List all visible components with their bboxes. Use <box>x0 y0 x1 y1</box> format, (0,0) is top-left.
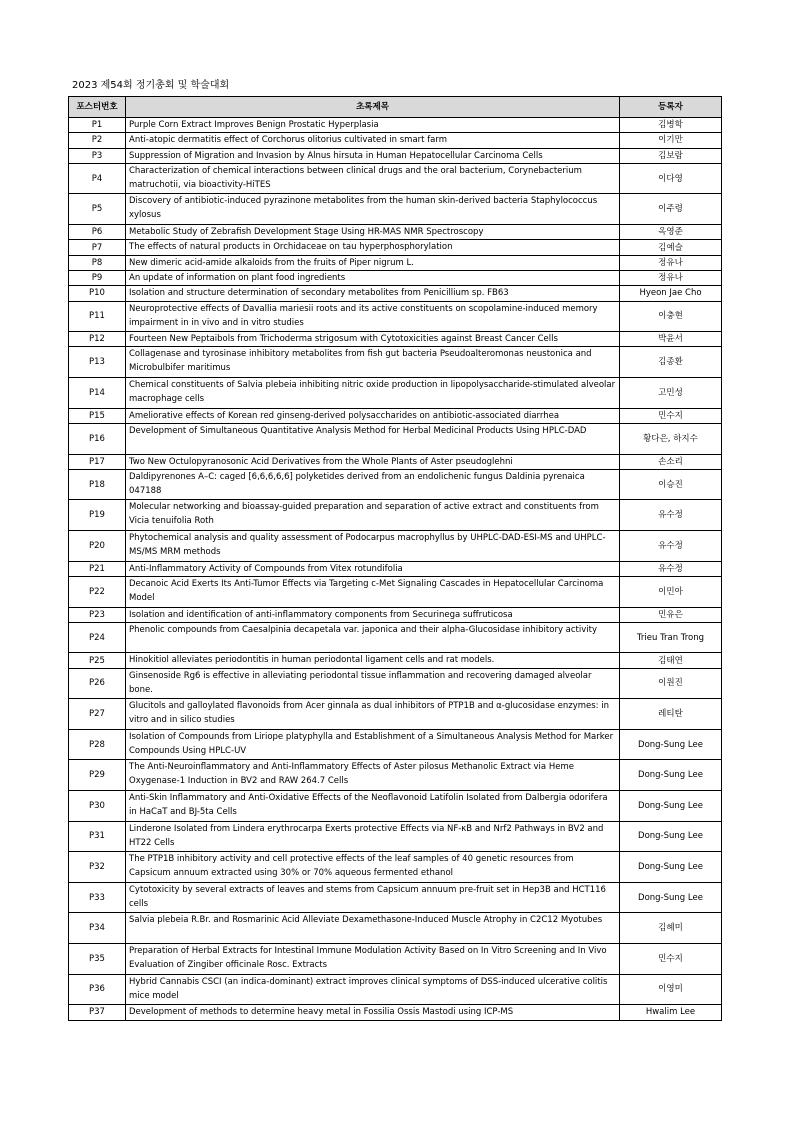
table-row <box>69 286 722 301</box>
poster-number-cell: P7 <box>69 240 126 255</box>
abstract-title-cell: Hinokitiol alleviates periodontitis in human periodontal ligament cells and rat models. <box>126 653 620 668</box>
registrant-cell: Dong-Sung Lee <box>620 729 722 760</box>
poster-number-cell: P18 <box>69 469 126 500</box>
poster-number-cell: P8 <box>69 255 126 270</box>
registrant-cell: Dong-Sung Lee <box>620 821 722 852</box>
poster-number-cell: P9 <box>69 270 126 285</box>
abstract-title-cell: Linderone Isolated from Lindera erythrocarpa Exerts protective Effects via NF-κB and Nrf2 Pathways in BV2 and HT22 Cells <box>126 821 620 852</box>
table-row <box>69 163 722 194</box>
table-row <box>69 668 722 699</box>
registrant-cell: 유수정 <box>620 531 722 562</box>
abstract-title-cell: Anti-atopic dermatitis effect of Corchorus olitorius cultivated in smart farm <box>126 133 620 148</box>
poster-number-cell: P28 <box>69 729 126 760</box>
table-row <box>69 194 722 225</box>
abstract-title-cell: Molecular networking and bioassay-guided preparation and separation of active extract and constituents from Vicia tenuifolia Roth <box>126 500 620 531</box>
registrant-cell: Hyeon Jae Cho <box>620 286 722 301</box>
registrant-cell: 유수정 <box>620 561 722 576</box>
abstract-title-cell: Salvia plebeia R.Br. and Rosmarinic Acid Alleviate Dexamethasone-Induced Muscle Atrophy in C2C12 Myotubes <box>126 913 620 944</box>
abstract-title-cell: Fourteen New Peptaibols from Trichoderma strigosum with Cytotoxicities against Breast Cancer Cells <box>126 332 620 347</box>
abstract-title-cell: Characterization of chemical interactions between clinical drugs and the oral bacterium, Corynebacterium matruchotii, via bioactivity-HiTES <box>126 163 620 194</box>
table-row <box>69 944 722 975</box>
poster-number-cell: P23 <box>69 607 126 622</box>
abstract-title-cell: Daldipyrenones A–C: caged [6,6,6,6,6] polyketides derived from an endolichenic fungus Daldinia pyrenaica 047188 <box>126 469 620 500</box>
table-row <box>69 576 722 607</box>
table-row <box>69 561 722 576</box>
registrant-cell: 이승진 <box>620 469 722 500</box>
poster-number-cell: P21 <box>69 561 126 576</box>
poster-number-cell: P1 <box>69 118 126 133</box>
abstract-title-cell: Suppression of Migration and Invasion by Alnus hirsuta in Human Hepatocellular Carcinoma Cells <box>126 148 620 163</box>
registrant-cell: 이민아 <box>620 576 722 607</box>
column-header-poster-number: 포스터번호 <box>69 97 126 118</box>
table-row <box>69 255 722 270</box>
poster-number-cell: P27 <box>69 699 126 730</box>
poster-number-cell: P16 <box>69 423 126 454</box>
registrant-cell: 김혜미 <box>620 913 722 944</box>
registrant-cell: 김보람 <box>620 148 722 163</box>
abstract-title-cell: The effects of natural products in Orchidaceae on tau hyperphosphorylation <box>126 240 620 255</box>
registrant-cell: 이주령 <box>620 194 722 225</box>
column-header-registrant: 등록자 <box>620 97 722 118</box>
registrant-cell: Trieu Tran Trong <box>620 622 722 653</box>
table-row <box>69 622 722 653</box>
abstract-title-cell: Phytochemical analysis and quality assessment of Podocarpus macrophyllus by UHPLC-DAD-ESI-MS and UHPLC-MS/MS MRM methods <box>126 531 620 562</box>
table-row <box>69 225 722 240</box>
poster-number-cell: P12 <box>69 332 126 347</box>
poster-number-cell: P15 <box>69 408 126 423</box>
table-row <box>69 791 722 822</box>
abstract-title-cell: Ginsenoside Rg6 is effective in alleviating periodontal tissue inflammation and recovering damaged alveolar bone. <box>126 668 620 699</box>
poster-table <box>68 96 722 1021</box>
poster-number-cell: P32 <box>69 852 126 883</box>
abstract-title-cell: Cytotoxicity by several extracts of leaves and stems from Capsicum annuum pre-fruit set in Hep3B and HCT116 cells <box>126 882 620 913</box>
abstract-title-cell: Metabolic Study of Zebrafish Development Stage Using HR-MAS NMR Spectroscopy <box>126 225 620 240</box>
poster-number-cell: P30 <box>69 791 126 822</box>
abstract-title-cell: Glucitols and galloylated flavonoids from Acer ginnala as dual inhibitors of PTP1B and α-glucosidase enzymes: in vitro and in silico studies <box>126 699 620 730</box>
table-row <box>69 270 722 285</box>
table-row <box>69 118 722 133</box>
abstract-title-cell: Development of methods to determine heavy metal in Fossilia Ossis Mastodi using ICP-MS <box>126 1005 620 1020</box>
poster-number-cell: P25 <box>69 653 126 668</box>
poster-number-cell: P37 <box>69 1005 126 1020</box>
poster-number-cell: P6 <box>69 225 126 240</box>
poster-number-cell: P17 <box>69 454 126 469</box>
registrant-cell: 정유나 <box>620 270 722 285</box>
poster-number-cell: P29 <box>69 760 126 791</box>
abstract-title-cell: An update of information on plant food ingredients <box>126 270 620 285</box>
table-row <box>69 821 722 852</box>
poster-number-cell: P14 <box>69 378 126 409</box>
registrant-cell: 이충현 <box>620 301 722 332</box>
registrant-cell: 옥영준 <box>620 225 722 240</box>
abstract-title-cell: Purple Corn Extract Improves Benign Prostatic Hyperplasia <box>126 118 620 133</box>
abstract-title-cell: Ameliorative effects of Korean red ginseng-derived polysaccharides on antibiotic-associated diarrhea <box>126 408 620 423</box>
abstract-title-cell: Two New Octulopyranosonic Acid Derivatives from the Whole Plants of Aster pseudoglehni <box>126 454 620 469</box>
table-row <box>69 469 722 500</box>
table-row <box>69 760 722 791</box>
registrant-cell: 김병학 <box>620 118 722 133</box>
table-row <box>69 423 722 454</box>
abstract-title-cell: The PTP1B inhibitory activity and cell protective effects of the leaf samples of 40 genetic resources from Capsicum annuum extracted using 30% or 70% aqueous fermented ethanol <box>126 852 620 883</box>
poster-number-cell: P3 <box>69 148 126 163</box>
poster-number-cell: P31 <box>69 821 126 852</box>
abstract-title-cell: Hybrid Cannabis CSCI (an indica-dominant) extract improves clinical symptoms of DSS-induced ulcerative colitis mice model <box>126 974 620 1005</box>
poster-number-cell: P33 <box>69 882 126 913</box>
poster-number-cell: P22 <box>69 576 126 607</box>
abstract-title-cell: Phenolic compounds from Caesalpinia decapetala var. japonica and their alpha-Glucosidase inhibitory activity <box>126 622 620 653</box>
registrant-cell: 민유은 <box>620 607 722 622</box>
registrant-cell: 이다영 <box>620 163 722 194</box>
registrant-cell: 민수지 <box>620 944 722 975</box>
table-row <box>69 729 722 760</box>
registrant-cell: Dong-Sung Lee <box>620 760 722 791</box>
table-row <box>69 531 722 562</box>
table-row <box>69 1005 722 1020</box>
registrant-cell: 이기만 <box>620 133 722 148</box>
registrant-cell: Dong-Sung Lee <box>620 852 722 883</box>
abstract-title-cell: Isolation and identification of anti-inflammatory components from Securinega suffruticosa <box>126 607 620 622</box>
table-row <box>69 500 722 531</box>
abstract-title-cell: Neuroprotective effects of Davallia mariesii roots and its active constituents on scopolamine-induced memory impairment in in vivo and in vitro studies <box>126 301 620 332</box>
registrant-cell: Dong-Sung Lee <box>620 882 722 913</box>
abstract-title-cell: Isolation and structure determination of secondary metabolites from Penicillium sp. FB63 <box>126 286 620 301</box>
poster-number-cell: P36 <box>69 974 126 1005</box>
poster-number-cell: P24 <box>69 622 126 653</box>
registrant-cell: 김예슬 <box>620 240 722 255</box>
abstract-title-cell: Isolation of Compounds from Liriope platyphylla and Establishment of a Simultaneous Analysis Method for Marker Compounds Using HPLC-UV <box>126 729 620 760</box>
poster-number-cell: P10 <box>69 286 126 301</box>
table-row <box>69 240 722 255</box>
abstract-title-cell: Anti-Skin Inflammatory and Anti-Oxidative Effects of the Neoflavonoid Latifolin Isolated from Dalbergia odorifera in HaCaT and BJ-5ta Cells <box>126 791 620 822</box>
abstract-title-cell: Discovery of antibiotic-induced pyrazinone metabolites from the human skin-derived bacteria Staphylococcus xylosus <box>126 194 620 225</box>
table-row <box>69 301 722 332</box>
registrant-cell: 유수정 <box>620 500 722 531</box>
table-header-row <box>69 97 722 118</box>
table-row <box>69 332 722 347</box>
poster-number-cell: P2 <box>69 133 126 148</box>
table-row <box>69 408 722 423</box>
registrant-cell: 레티탄 <box>620 699 722 730</box>
registrant-cell: 손소리 <box>620 454 722 469</box>
abstract-title-cell: The Anti-Neuroinflammatory and Anti-Inflammatory Effects of Aster pilosus Methanolic Extract via Heme Oxygenase-1 Induction in BV2 and RAW 264.7 Cells <box>126 760 620 791</box>
abstract-title-cell: Anti-Inflammatory Activity of Compounds from Vitex rotundifolia <box>126 561 620 576</box>
table-row <box>69 133 722 148</box>
abstract-title-cell: Decanoic Acid Exerts Its Anti-Tumor Effects via Targeting c-Met Signaling Cascades in Hepatocellular Carcinoma Model <box>126 576 620 607</box>
poster-number-cell: P4 <box>69 163 126 194</box>
registrant-cell: 이영미 <box>620 974 722 1005</box>
abstract-title-cell: Collagenase and tyrosinase inhibitory metabolites from fish gut bacteria Pseudoalteromonas neustonica and Microbulbifer maritimus <box>126 347 620 378</box>
abstract-title-cell: Preparation of Herbal Extracts for Intestinal Immune Modulation Activity Based on In Vitro Screening and In Vivo Evaluation of Zingiber officinale Rosc. Extracts <box>126 944 620 975</box>
registrant-cell: 김태연 <box>620 653 722 668</box>
table-row <box>69 913 722 944</box>
registrant-cell: 이원진 <box>620 668 722 699</box>
table-row <box>69 852 722 883</box>
poster-number-cell: P34 <box>69 913 126 944</box>
registrant-cell: Hwalim Lee <box>620 1005 722 1020</box>
poster-number-cell: P5 <box>69 194 126 225</box>
poster-number-cell: P13 <box>69 347 126 378</box>
table-row <box>69 454 722 469</box>
table-row <box>69 974 722 1005</box>
table-row <box>69 607 722 622</box>
registrant-cell: Dong-Sung Lee <box>620 791 722 822</box>
abstract-title-cell: Development of Simultaneous Quantitative Analysis Method for Herbal Medicinal Products Using HPLC-DAD <box>126 423 620 454</box>
registrant-cell: 황다은, 하지수 <box>620 423 722 454</box>
table-row <box>69 653 722 668</box>
poster-number-cell: P26 <box>69 668 126 699</box>
registrant-cell: 고민성 <box>620 378 722 409</box>
table-row <box>69 699 722 730</box>
abstract-title-cell: New dimeric acid-amide alkaloids from the fruits of Piper nigrum L. <box>126 255 620 270</box>
poster-number-cell: P11 <box>69 301 126 332</box>
poster-number-cell: P19 <box>69 500 126 531</box>
document-header: 2023 제54회 정기총회 및 학술대회 <box>72 80 230 91</box>
table-row <box>69 378 722 409</box>
table-row <box>69 148 722 163</box>
abstract-title-cell: Chemical constituents of Salvia plebeia inhibiting nitric oxide production in lipopolysaccharide-stimulated alveolar macrophage cells <box>126 378 620 409</box>
registrant-cell: 박윤서 <box>620 332 722 347</box>
registrant-cell: 김종환 <box>620 347 722 378</box>
registrant-cell: 정유나 <box>620 255 722 270</box>
registrant-cell: 민수지 <box>620 408 722 423</box>
column-header-abstract-title: 초록제목 <box>126 97 620 118</box>
poster-number-cell: P20 <box>69 531 126 562</box>
poster-number-cell: P35 <box>69 944 126 975</box>
table-row <box>69 882 722 913</box>
table-row <box>69 347 722 378</box>
